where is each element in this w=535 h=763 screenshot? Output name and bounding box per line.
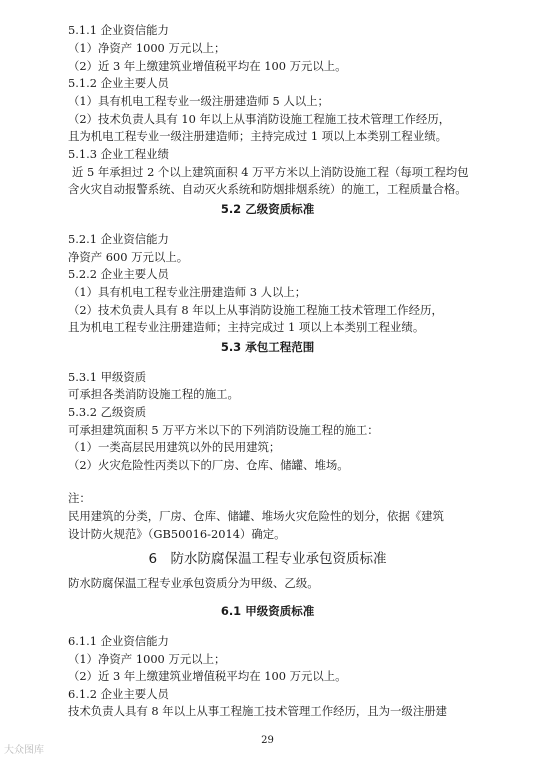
page-number: 29: [261, 735, 274, 746]
paragraph-line: 含火灾自动报警系统、自动灭火系统和防烟排烟系统）的施工，工程质量合格。: [68, 182, 467, 196]
paragraph-line: 防水防腐保温工程专业承包资质分为甲级、乙级。: [68, 576, 319, 590]
list-item: （1）一类高层民用建筑以外的民用建筑；: [68, 440, 281, 454]
clause-heading: 6.1.1 企业资信能力: [68, 634, 169, 648]
paragraph-line: 设计防火规范》（GB50016-2014）确定。: [68, 527, 286, 541]
list-item: （2）近 3 年上缴建筑业增值税平均在 100 万元以上。: [68, 669, 347, 683]
paragraph-line: 且为机电工程专业注册建造师；主持完成过 1 项以上本类别工程业绩。: [68, 320, 425, 334]
paragraph-line: 可承担各类消防设施工程的施工。: [68, 387, 239, 401]
clause-heading: 5.2.2 企业主要人员: [68, 267, 169, 281]
list-item: （2）技术负责人具有 10 年以上从事消防设施工程施工技术管理工作经历，: [68, 112, 451, 126]
paragraph-line: 民用建筑的分类，厂房、仓库、储罐、堆场火灾危险性的划分，依据《建筑: [68, 509, 444, 523]
list-item: （1）净资产 1000 万元以上；: [68, 652, 226, 666]
paragraph-line: 可承担建筑面积 5 万平方米以下的下列消防设施工程的施工：: [68, 423, 379, 437]
list-item: （1）净资产 1000 万元以上；: [68, 41, 226, 55]
list-item: （2）火灾危险性丙类以下的厂房、仓库、储罐、堆场。: [68, 458, 349, 472]
paragraph-line: 近 5 年承担过 2 个以上建筑面积 4 万平方米以上消防设施工程（每项工程均包: [72, 165, 469, 179]
clause-heading: 5.3.1 甲级资质: [68, 370, 147, 384]
clause-heading: 5.3.2 乙级资质: [68, 405, 147, 419]
clause-heading: 5.1.1 企业资信能力: [68, 23, 169, 37]
section-heading: 5.2 乙级资质标准: [220, 202, 315, 216]
note-label: 注：: [68, 491, 91, 505]
clause-heading: 5.1.3 企业工程业绩: [68, 147, 169, 161]
paragraph-line: 技术负责人具有 8 年以上从事工程施工技术管理工作经历，且为一级注册建: [68, 704, 447, 718]
list-item: （1）具有机电工程专业注册建造师 3 人以上；: [68, 285, 307, 299]
clause-heading: 5.2.1 企业资信能力: [68, 232, 169, 246]
list-item: （1）具有机电工程专业一级注册建造师 5 人以上；: [68, 94, 329, 108]
clause-heading: 6.1.2 企业主要人员: [68, 687, 169, 701]
paragraph-line: 且为机电工程专业一级注册建造师；主持完成过 1 项以上本类别工程业绩。: [68, 129, 447, 143]
list-item: （2）近 3 年上缴建筑业增值税平均在 100 万元以上。: [68, 59, 347, 73]
watermark: 大众图库: [4, 745, 44, 756]
clause-heading: 5.1.2 企业主要人员: [68, 76, 169, 90]
chapter-heading: 6 防水防腐保温工程专业承包资质标准: [148, 551, 387, 567]
section-heading: 6.1 甲级资质标准: [220, 604, 315, 618]
section-heading: 5.3 承包工程范围: [220, 340, 315, 354]
paragraph-line: 净资产 600 万元以上。: [68, 250, 189, 264]
list-item: （2）技术负责人具有 8 年以上从事消防设施工程施工技术管理工作经历，: [68, 303, 443, 317]
